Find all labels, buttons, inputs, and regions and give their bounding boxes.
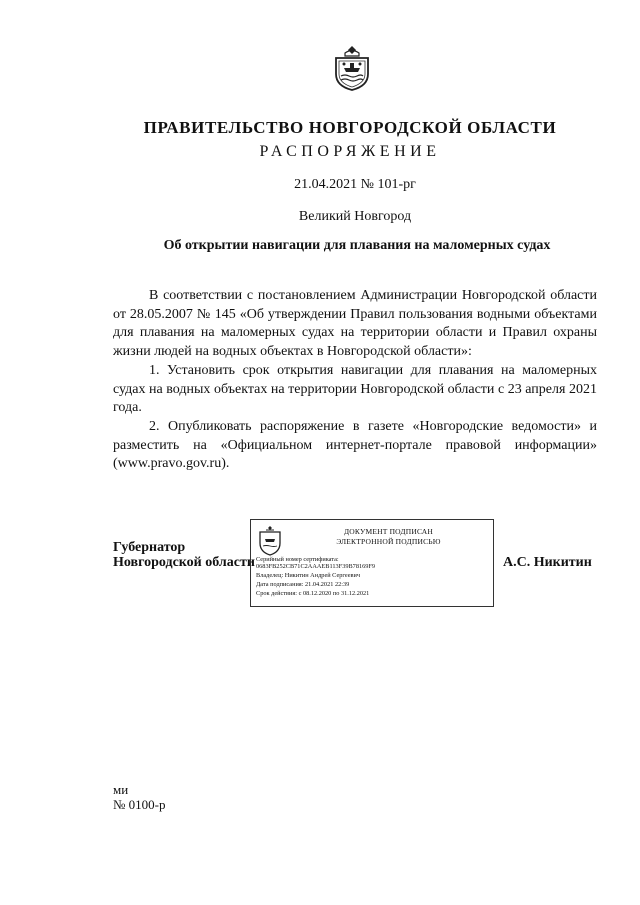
stamp-validity-period: Срок действия: с 08.12.2020 по 31.12.2021: [256, 590, 370, 597]
signer-position-line2: Новгородской области: [113, 555, 255, 570]
item-2-paragraph: 2. Опубликовать распоряжение в газете «Новгородские ведомости» и разместить на «Официальном интернет-портале правовой информации» (www.pravo.gov.ru).: [113, 419, 597, 472]
stamp-coat-of-arms-icon: [257, 526, 283, 556]
footer-document-number: № 0100-р: [113, 797, 166, 812]
item-1-paragraph: 1. Установить срок открытия навигации для плавания на маломерных судах на водных объектах на территории Новгородской области с 23 апреля 2021 года.: [113, 363, 597, 416]
stamp-certificate-number: 0683FB252CB71C2AAAEB113F39B78169F9: [256, 563, 376, 570]
document-city: Великий Новгород: [298, 209, 412, 224]
stamp-heading-line2: ЭЛЕКТРОННОЙ ПОДПИСЬЮ: [336, 537, 441, 546]
footer-initials: ми: [113, 782, 129, 797]
document-subject: Об открытии навигации для плавания на маломерных судах: [163, 238, 551, 253]
stamp-heading-line1: ДОКУМЕНТ ПОДПИСАН: [343, 527, 434, 536]
stamp-certificate-label: Серийный номер сертификата:: [256, 556, 339, 563]
stamp-owner: Владелец: Никитин Андрей Сергеевич: [256, 572, 361, 579]
document-type: РАСПОРЯЖЕНИЕ: [259, 143, 441, 160]
signer-position-line1: Губернатор: [113, 540, 186, 555]
coat-of-arms-emblem: [331, 44, 373, 92]
intro-paragraph: В соответствии с постановлением Администрации Новгородской области от 28.05.2007 № 145 «Об утверждении Правил пользования водными объектами для плавания на маломерных судах на территории области и Правил охраны жизни людей на водных объектах в Новгородской области»:: [113, 288, 597, 359]
electronic-signature-stamp: [250, 519, 494, 607]
signer-position: [113, 540, 255, 570]
government-title: ПРАВИТЕЛЬСТВО НОВГОРОДСКОЙ ОБЛАСТИ: [143, 118, 557, 137]
signer-name: А.С. Никитин: [503, 555, 592, 570]
document-date-number: 21.04.2021 № 101-рг: [294, 177, 416, 192]
stamp-signing-date: Дата подписания: 21.04.2021 22:39: [256, 581, 350, 588]
